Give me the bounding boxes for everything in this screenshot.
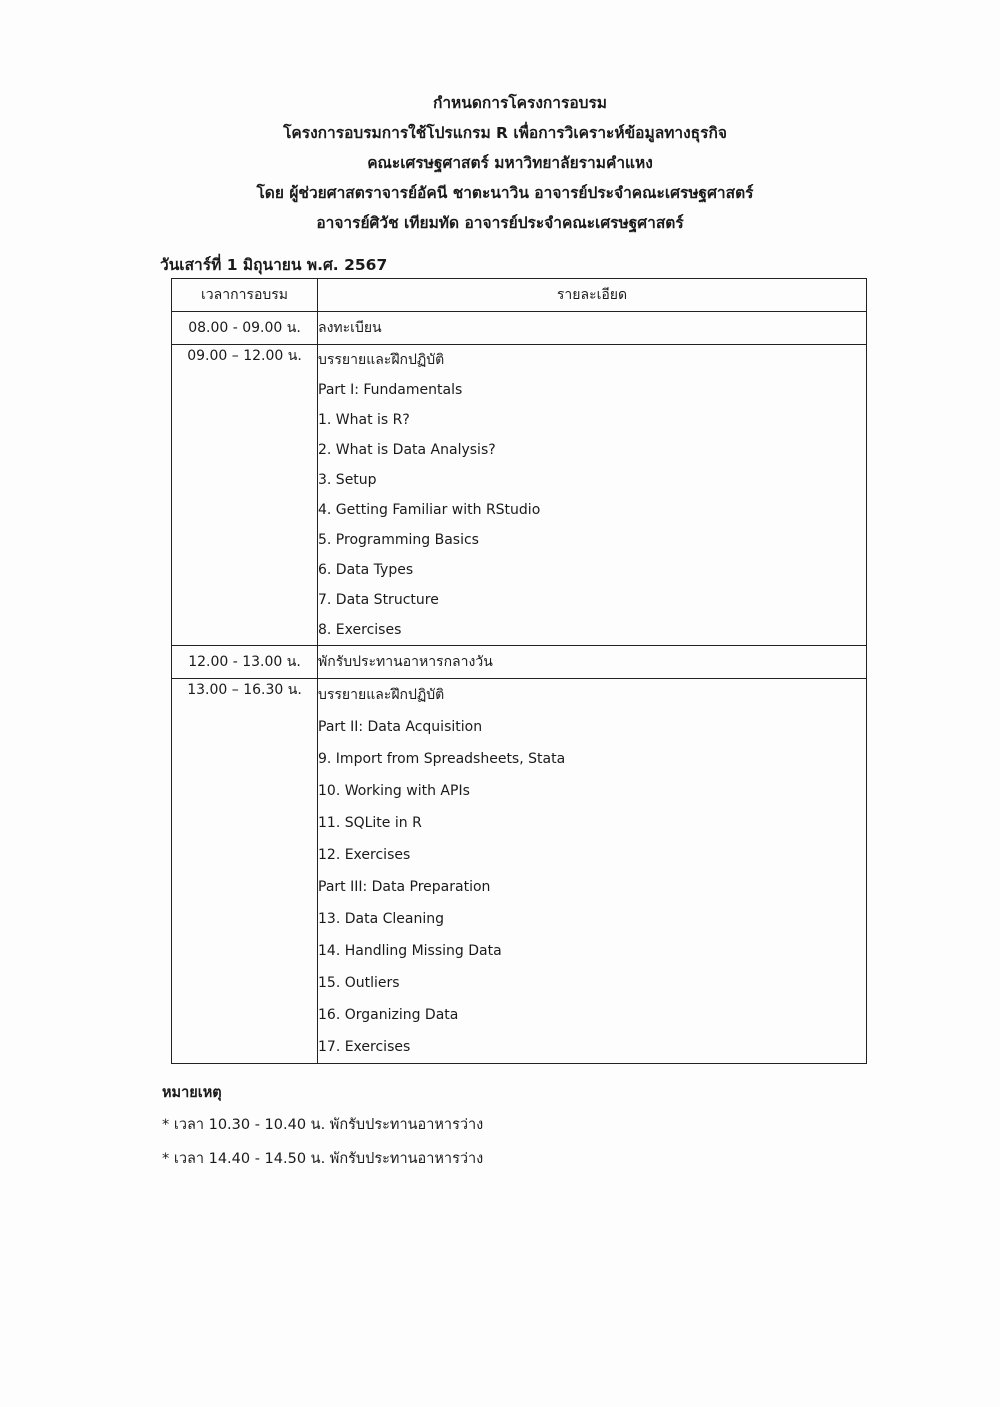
detail-line: พักรับประทานอาหารกลางวัน	[318, 654, 493, 670]
header-faculty: คณะเศรษฐศาสตร์ มหาวิทยาลัยรามคำแหง	[367, 154, 653, 172]
header-project-name: โครงการอบรมการใช้โปรแกรม R เพื่อการวิเคราะห์ข้อมูลทางธุรกิจ	[283, 124, 727, 142]
time-cell: 12.00 - 13.00 น.	[172, 646, 318, 679]
topic-item: 5. Programming Basics	[318, 532, 479, 548]
topic-item: 17. Exercises	[318, 1039, 411, 1055]
topic-item: 6. Data Types	[318, 562, 414, 578]
topic-item: 10. Working with APIs	[318, 783, 470, 799]
topic-item: 7. Data Structure	[318, 592, 439, 608]
column-header-detail: รายละเอียด	[318, 279, 867, 312]
table-row-lunch	[172, 646, 867, 679]
notes-title: หมายเหตุ	[162, 1085, 222, 1101]
topic-item: 12. Exercises	[318, 847, 411, 863]
detail-cell	[318, 646, 867, 679]
topic-item: 13. Data Cleaning	[318, 911, 444, 927]
topic-item: 3. Setup	[318, 472, 377, 488]
detail-line: ลงทะเบียน	[318, 320, 382, 336]
table-row-afternoon-session	[172, 679, 867, 1064]
topic-item: 2. What is Data Analysis?	[318, 442, 496, 458]
time-cell: 13.00 – 16.30 น.	[172, 679, 318, 1064]
topic-item: 11. SQLite in R	[318, 815, 422, 831]
detail-line: บรรยายและฝึกปฏิบัติ	[318, 352, 445, 368]
note-item: * เวลา 14.40 - 14.50 น. พักรับประทานอาหารว่าง	[162, 1151, 484, 1167]
table-header-row	[172, 279, 867, 312]
detail-cell	[318, 345, 867, 646]
note-item: * เวลา 10.30 - 10.40 น. พักรับประทานอาหารว่าง	[162, 1117, 484, 1133]
table-row-registration	[172, 312, 867, 345]
topic-item: 16. Organizing Data	[318, 1007, 459, 1023]
topic-item: 4. Getting Familiar with RStudio	[318, 502, 541, 518]
detail-cell	[318, 312, 867, 345]
topic-item: 1. What is R?	[318, 412, 410, 428]
topic-item: 9. Import from Spreadsheets, Stata	[318, 751, 566, 767]
time-cell: 08.00 - 09.00 น.	[172, 312, 318, 345]
table-row-morning-session	[172, 345, 867, 646]
notes-section	[162, 1078, 483, 1176]
detail-cell	[318, 679, 867, 1064]
document-header	[0, 88, 1000, 238]
schedule-table	[171, 278, 867, 1064]
topic-item: 15. Outliers	[318, 975, 400, 991]
time-cell: 09.00 – 12.00 น.	[172, 345, 318, 646]
header-instructor-1: โดย ผู้ช่วยศาสตราจารย์อัคนี ชาตะนาวิน อาจารย์ประจำคณะเศรษฐศาสตร์	[256, 184, 754, 202]
detail-line: บรรยายและฝึกปฏิบัติ	[318, 687, 445, 703]
header-title: กำหนดการโครงการอบรม	[432, 94, 608, 112]
schedule-date: วันเสาร์ที่ 1 มิถุนายน พ.ศ. 2567	[160, 256, 388, 274]
column-header-time: เวลาการอบรม	[172, 279, 318, 312]
topic-item: 14. Handling Missing Data	[318, 943, 502, 959]
part-heading: Part I: Fundamentals	[318, 382, 463, 398]
part-heading: Part II: Data Acquisition	[318, 719, 483, 735]
part-heading: Part III: Data Preparation	[318, 879, 491, 895]
header-instructor-2: อาจารย์ศิวัช เทียมทัด อาจารย์ประจำคณะเศรษฐศาสตร์	[316, 214, 684, 232]
topic-item: 8. Exercises	[318, 622, 402, 638]
